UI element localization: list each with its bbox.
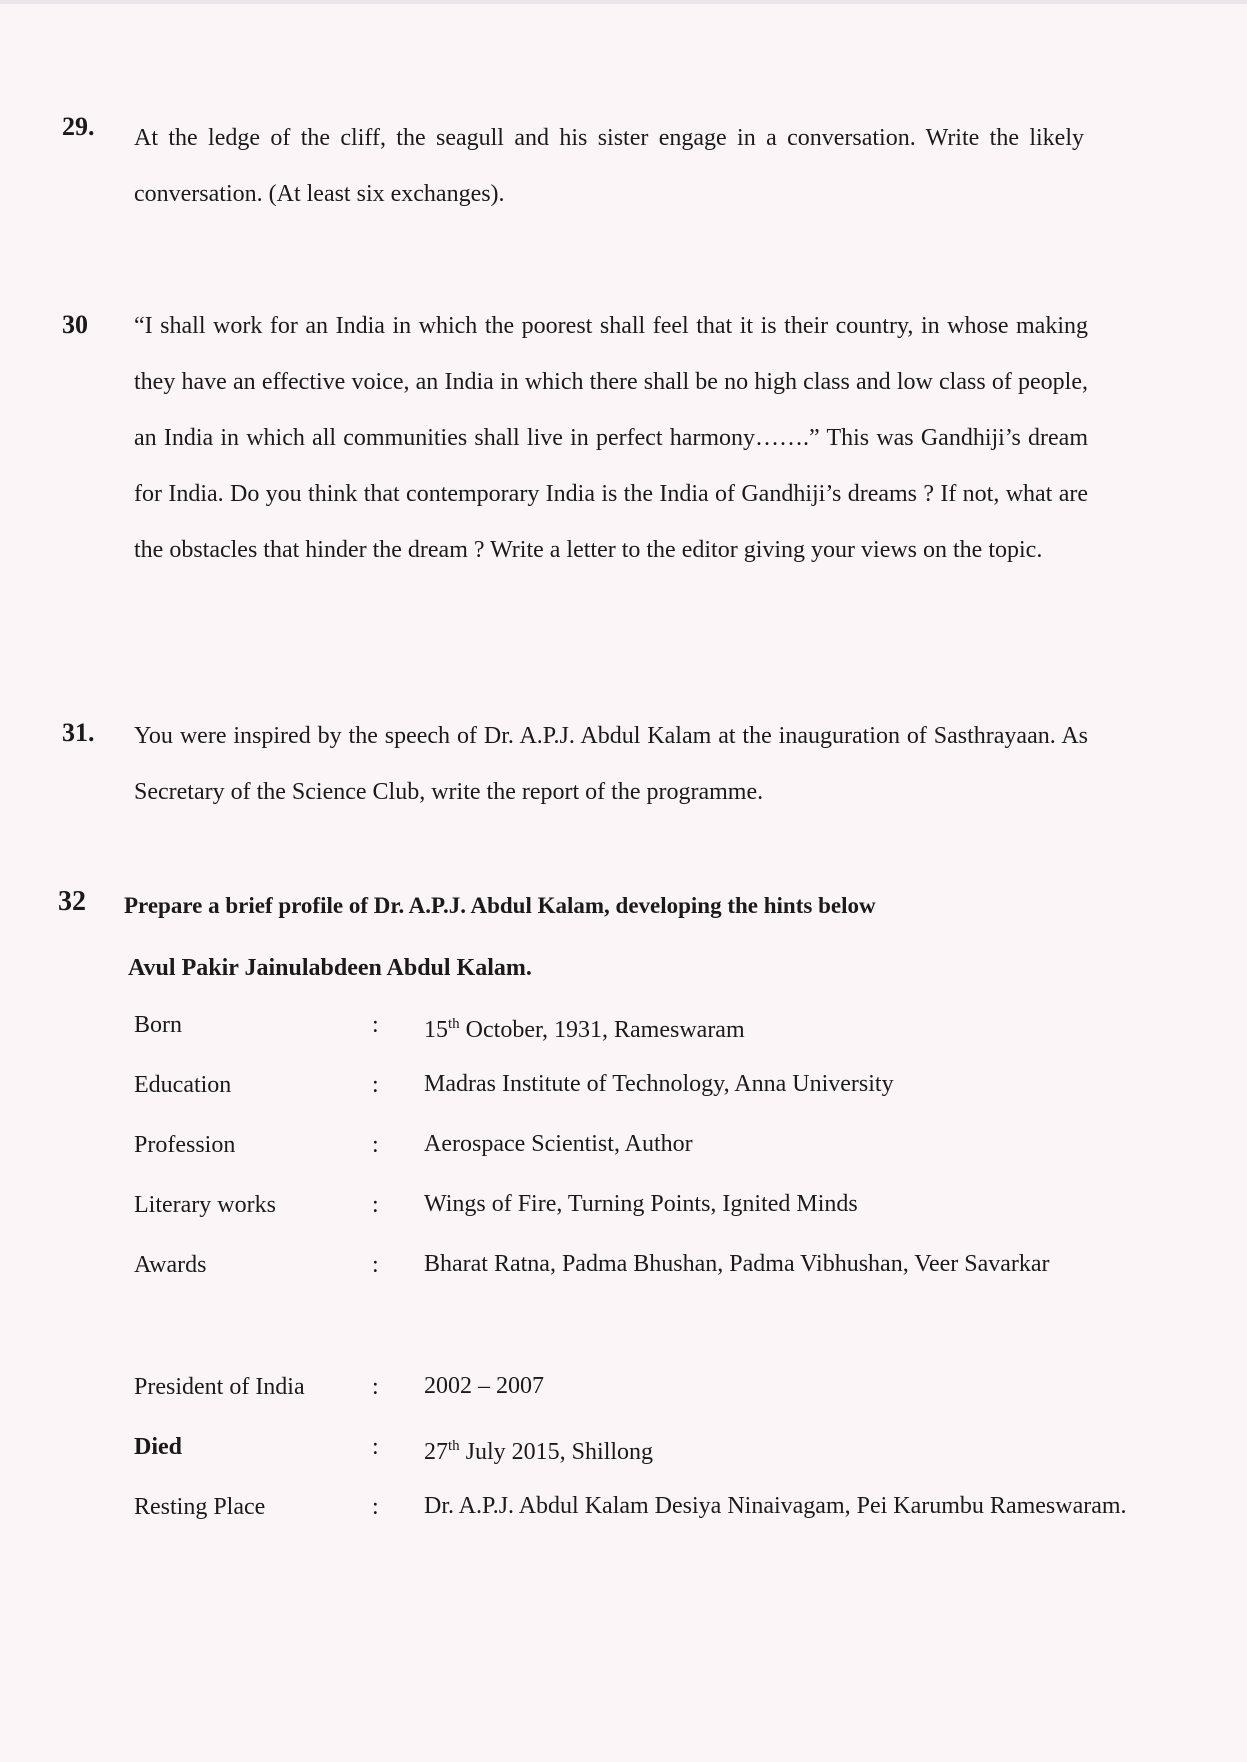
value-number: 15 bbox=[424, 1017, 448, 1043]
value-suffix: th bbox=[448, 1016, 460, 1032]
row-colon: : bbox=[372, 1252, 379, 1278]
row-colon: : bbox=[372, 1072, 379, 1098]
row-colon: : bbox=[372, 1132, 379, 1158]
profile-row-awards bbox=[134, 1252, 1094, 1292]
question-text: You were inspired by the speech of Dr. A.P.J. Abdul Kalam at the inauguration of Sasthrayaan. As Secretary of the Science Club, write the report of the programme. bbox=[134, 723, 1088, 805]
value-number: 27 bbox=[424, 1439, 448, 1465]
profile-name: Avul Pakir Jainulabdeen Abdul Kalam. bbox=[128, 955, 532, 981]
profile-row-education bbox=[134, 1072, 1094, 1112]
row-colon: : bbox=[372, 1494, 379, 1520]
question-number: 32 bbox=[58, 886, 86, 917]
profile-row-literary-works bbox=[134, 1192, 1094, 1232]
row-value bbox=[424, 994, 1204, 1060]
profile-row-president bbox=[134, 1374, 1094, 1414]
row-colon: : bbox=[372, 1012, 379, 1038]
row-label: Born bbox=[134, 1012, 182, 1038]
question-number: 31. bbox=[62, 718, 95, 747]
profile-row-profession bbox=[134, 1132, 1094, 1172]
row-value: Aerospace Scientist, Author bbox=[424, 1131, 693, 1157]
row-value: Bharat Ratna, Padma Bhushan, Padma Vibhushan, Veer Savarkar bbox=[424, 1251, 1050, 1277]
row-colon: : bbox=[372, 1434, 379, 1460]
value-text: October, 1931, Rameswaram bbox=[459, 1017, 745, 1043]
row-label: Literary works bbox=[134, 1192, 276, 1218]
row-value: Madras Institute of Technology, Anna University bbox=[424, 1071, 894, 1097]
row-label: Profession bbox=[134, 1132, 236, 1158]
value-suffix: th bbox=[448, 1438, 460, 1454]
row-label: Resting Place bbox=[134, 1494, 266, 1520]
question-text: “I shall work for an India in which the poorest shall feel that it is their country, in whose making they have an effective voice, an India in which there shall be no high class and low class of people, an India in which all communities shall live in perfect harmony…….” This was Gandhiji’s dream for India. Do you think that contemporary India is the India of Gandhiji’s dreams ? If not, what are the obstacles that hinder the dream ? Write a letter to the editor giving your views on the topic. bbox=[134, 313, 1088, 563]
question-text: At the ledge of the cliff, the seagull and his sister engage in a conversation. Write the likely conversation. (At least six exchanges). bbox=[134, 125, 1084, 207]
row-colon: : bbox=[372, 1374, 379, 1400]
page-top-edge bbox=[0, 0, 1247, 4]
profile-row-born bbox=[134, 1012, 1094, 1052]
value-text: July 2015, Shillong bbox=[459, 1439, 654, 1465]
question-number: 29. bbox=[62, 112, 95, 141]
row-value bbox=[424, 1416, 1204, 1482]
question-text: Prepare a brief profile of Dr. A.P.J. Abdul Kalam, developing the hints below bbox=[124, 893, 876, 918]
row-label: President of India bbox=[134, 1374, 305, 1400]
row-label: Education bbox=[134, 1072, 232, 1098]
row-colon: : bbox=[372, 1192, 379, 1218]
row-value: Dr. A.P.J. Abdul Kalam Desiya Ninaivagam, Pei Karumbu Rameswaram. bbox=[424, 1493, 1127, 1519]
profile-row-resting-place bbox=[134, 1493, 1127, 1534]
row-value: 2002 – 2007 bbox=[424, 1373, 544, 1399]
profile-row-died bbox=[134, 1434, 1094, 1474]
row-value: Wings of Fire, Turning Points, Ignited Minds bbox=[424, 1191, 858, 1217]
row-label: Awards bbox=[134, 1252, 207, 1278]
question-number: 30 bbox=[62, 310, 88, 339]
row-label: Died bbox=[134, 1434, 182, 1460]
